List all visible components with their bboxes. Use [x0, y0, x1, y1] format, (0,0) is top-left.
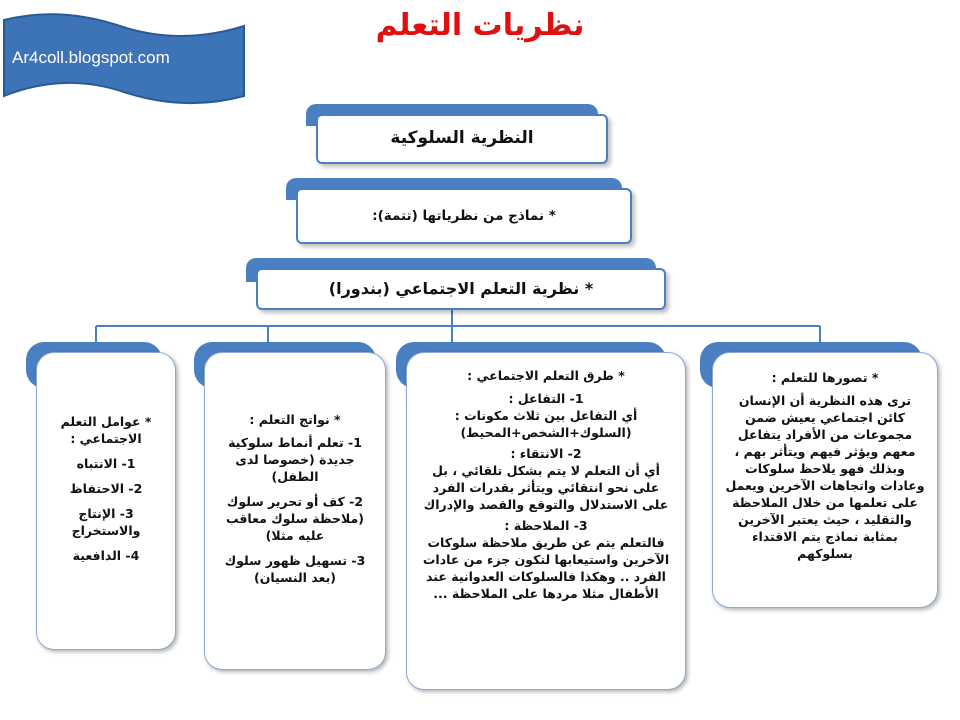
method2-body: أي أن التعلم لا يتم بشكل تلقائي ، بل على نحو انتقائي ويتأثر بقدرات الفرد على الاستدلال والتوقع والقصد والإدراك — [423, 463, 669, 512]
factor1: 1- الانتباه — [76, 456, 136, 471]
outcome1: 1- تعلم أنماط سلوكية جديدة (خصوصا لدى الطفل) — [228, 435, 362, 484]
method2-title: 2- الانتقاء : — [510, 446, 582, 461]
behavioral-theory-label: النظرية السلوكية — [390, 128, 534, 148]
concepts-body: ترى هذه النظرية أن الإنسان كائن اجتماعي يعيش ضمن مجموعات من الأفراد يتفاعل معهم ويؤثر فيهم ويتأثر بهم ، وبذلك فهو يلاحظ سلوكات وعادات واتجاهات الآخرين ويعمل على تعلمها من خلال الملاحظة والتقليد ، حيث يعتبر الآخرين بمثابة نماذج يتم الاقتداء بسلوكهم — [725, 393, 925, 561]
theory-models-label: * نماذج من نظرياتها (تتمة): — [372, 208, 556, 224]
outcomes-column — [204, 352, 386, 670]
page-title: نظريات التعلم — [375, 8, 585, 43]
banner-text: Ar4coll.blogspot.com — [12, 48, 170, 67]
method1-title: 1- التفاعل : — [508, 391, 584, 406]
outcome3: 3- تسهيل ظهور سلوك (بعد النسيان) — [224, 553, 366, 585]
factor4: 4- الدافعية — [72, 548, 140, 563]
factor3: 3- الإنتاج والاستخراج — [71, 506, 141, 538]
method1-body: أي التفاعل بين ثلاث مكونات : (السلوك+الشخص+المحيط) — [454, 408, 638, 440]
factors-heading: * عوامل التعلم الاجتماعي : — [60, 414, 152, 446]
social-learning-box — [256, 268, 666, 310]
outcomes-heading: * نواتج التعلم : — [249, 412, 341, 427]
concepts-column — [712, 352, 938, 608]
behavioral-theory-box — [316, 114, 608, 164]
theory-models-box — [296, 188, 632, 244]
method3-body: فالتعلم يتم عن طريق ملاحظة سلوكات الآخرين واستيعابها لتكون جزء من عادات الفرد .. وهكذا فالسلوكات العدوانية عند الأطفال مثلا مردها على الملاحظة ... — [422, 535, 670, 601]
method3-title: 3- الملاحظة : — [504, 518, 588, 533]
concepts-heading: * تصورها للتعلم : — [771, 370, 879, 385]
factor2: 2- الاحتفاظ — [69, 481, 143, 496]
social-learning-label: * نظرية التعلم الاجتماعي (بندورا) — [328, 279, 594, 298]
factors-column — [36, 352, 176, 650]
methods-column — [406, 352, 686, 690]
methods-heading: * طرق التعلم الاجتماعي : — [467, 368, 625, 383]
outcome2: 2- كف أو تحرير سلوك (ملاحظة سلوك معاقب عليه مثلا) — [225, 494, 364, 543]
